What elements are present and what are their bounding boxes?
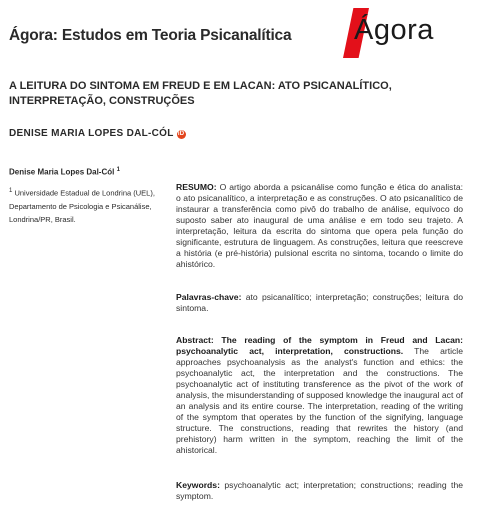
- logo-text: Ágora: [354, 14, 434, 46]
- resumo-text: O artigo aborda a psicanálise como função e ética do analista: o ato psicanalítico, a interpretação e as construções. O ato psicanalítico de instaurar a transferência como pivô do trabalho de análise, equívoco do suposto saber ato inaugural de uma análise e em todo seu trajeto. A interpretação, leitura da escrita do sintoma que opera pela função do significante, estrutura de linguagem. As construções, leitura que reescreve a história (e pré-história) pulsional escrita no sintoma, tocando o limite do ahistórico.: [176, 182, 464, 269]
- abstract-block: [176, 335, 463, 456]
- abstract-label: Abstract: The reading of the symptom in Freud and Lacan: psychoanalytic act, interpretation, constructions.: [176, 335, 463, 356]
- author-side-name: [9, 167, 120, 177]
- palavras-chave-label: Palavras-chave:: [176, 292, 242, 302]
- article-title: A LEITURA DO SINTOMA EM FREUD E EM LACAN: ATO PSICANALÍTICO, INTERPRETAÇÃO, CONSTRUÇÕES: [9, 80, 392, 107]
- resumo-label: RESUMO:: [176, 182, 217, 192]
- journal-title: Ágora: Estudos em Teoria Psicanalítica: [9, 27, 292, 44]
- affiliation: [9, 185, 159, 226]
- abstract-text: The article approaches psychoanalysis as the analyst's function and ethics: the psychoanalytic act, the interpretation and the constructions. The psychoanalytic act of instituting transference as the pivot of the work of analysis, the misunderstanding of supposed knowledge the inaugural act of an analysis and its entire course. The interpretation, reading of the writing of the symptom that operates by the function of the signifying, language structure. The constructions, reading that rewrites the history (and prehistory) harm written in the symptom, reaching the limit of the ahistorical.: [176, 346, 463, 455]
- author-name: [9, 128, 186, 139]
- orcid-icon[interactable]: iD: [177, 131, 185, 137]
- journal-logo: [343, 8, 483, 58]
- palavras-chave-block: [176, 292, 463, 314]
- keywords-label: Keywords:: [176, 480, 220, 490]
- affiliation-sup: 1: [9, 188, 13, 194]
- author-side-text: Denise Maria Lopes Dal-Cól: [9, 167, 115, 177]
- palavras-chave-text: ato psicanalítico; interpretação; construções; leitura do sintoma.: [176, 292, 463, 313]
- author-side-sup: 1: [116, 167, 120, 173]
- keywords-block: [176, 480, 463, 502]
- keywords-text: psychoanalytic act; interpretation; constructions; reading the symptom.: [176, 480, 464, 501]
- author-name-text: DENISE MARIA LOPES DAL-CÓL: [9, 128, 174, 139]
- resumo-block: [176, 182, 463, 270]
- affiliation-text: Universidade Estadual de Londrina (UEL), Departamento de Psicologia e Psicanálise, Londrina/PR, Brasil.: [9, 188, 155, 224]
